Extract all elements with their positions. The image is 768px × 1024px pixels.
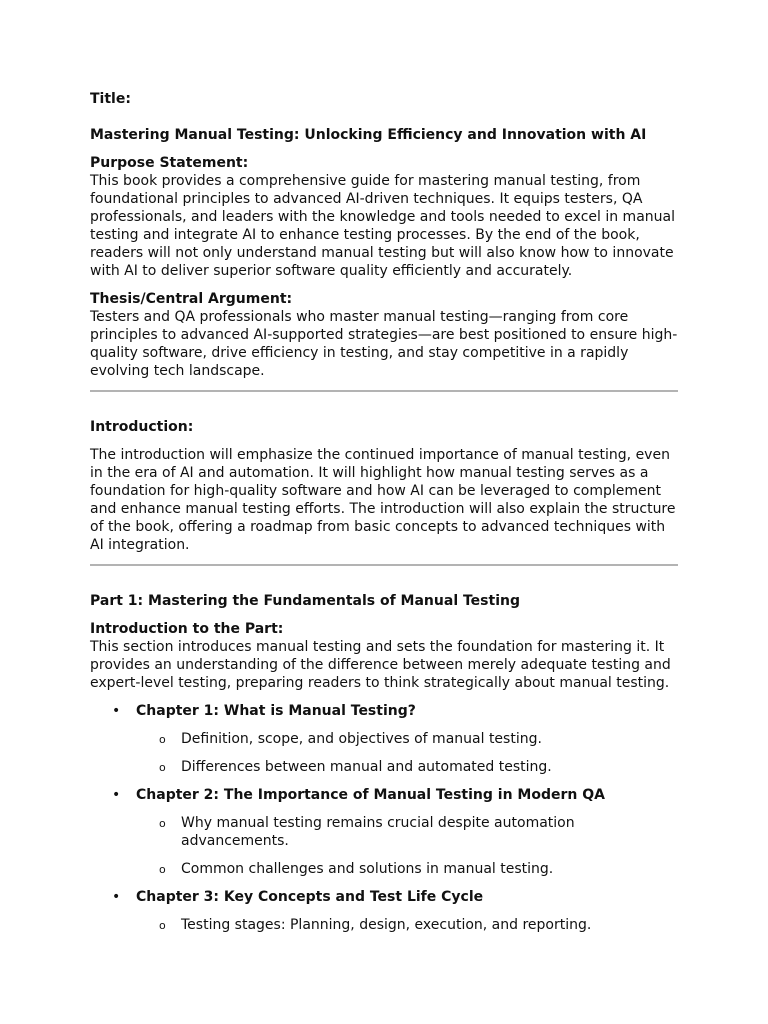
chapter-title: Chapter 1: What is Manual Testing? (136, 703, 416, 719)
subitem (136, 860, 680, 878)
chapter-subitems (136, 730, 680, 776)
circle-bullet-icon: o (159, 817, 166, 830)
section-divider (90, 564, 678, 566)
purpose-heading: Purpose Statement: (90, 155, 249, 171)
thesis-text: Testers and QA professionals who master manual testing—ranging from core principles to advanced AI-supported strategies—are best positioned to ensure high-quality software, drive efficiency in testing, and stay competitive in a rapidly evolving tech landscape. (90, 309, 678, 379)
subitem-text: Common challenges and solutions in manual testing. (181, 861, 554, 877)
subitem (136, 730, 680, 748)
circle-bullet-icon: o (159, 863, 166, 876)
subitem-text: Differences between manual and automated testing. (181, 759, 552, 775)
thesis-heading: Thesis/Central Argument: (90, 291, 293, 307)
circle-bullet-icon: o (159, 919, 166, 932)
chapter-title: Chapter 3: Key Concepts and Test Life Cycle (136, 889, 484, 905)
document-content (90, 90, 680, 934)
bullet-icon: • (112, 889, 121, 905)
subitem (136, 758, 680, 776)
bullet-icon: • (112, 703, 121, 719)
chapter-item (90, 702, 680, 776)
subitem (136, 814, 680, 850)
circle-bullet-icon: o (159, 733, 166, 746)
subitem-text: Definition, scope, and objectives of manual testing. (181, 731, 542, 747)
chapter-title: Chapter 2: The Importance of Manual Testing in Modern QA (136, 787, 605, 803)
section-divider (90, 390, 678, 392)
chapter-subitems (136, 814, 680, 878)
subitem (136, 916, 680, 934)
introduction-text: The introduction will emphasize the continued importance of manual testing, even in the era of AI and automation. It will highlight how manual testing serves as a foundation for high-quality software and how AI can be leveraged to complement and enhance manual testing efforts. The introduction will also explain the structure of the book, offering a roadmap from basic concepts to advanced techniques with AI integration. (90, 447, 676, 553)
chapter-item (90, 888, 680, 934)
title-label: Title: (90, 91, 131, 107)
chapter-list (90, 702, 680, 934)
subitem-text: Why manual testing remains crucial despite automation advancements. (181, 815, 575, 849)
chapter-item (90, 786, 680, 878)
book-title: Mastering Manual Testing: Unlocking Efficiency and Innovation with AI (90, 127, 647, 143)
part1-intro-text: This section introduces manual testing and sets the foundation for mastering it. It provides an understanding of the difference between merely adequate testing and expert-level testing, preparing readers to think strategically about manual testing. (90, 639, 671, 691)
circle-bullet-icon: o (159, 761, 166, 774)
chapter-subitems (136, 916, 680, 934)
subitem-text: Testing stages: Planning, design, execution, and reporting. (181, 917, 592, 933)
part1-intro-heading: Introduction to the Part: (90, 621, 284, 637)
part1-heading: Part 1: Mastering the Fundamentals of Manual Testing (90, 593, 520, 609)
bullet-icon: • (112, 787, 121, 803)
purpose-text: This book provides a comprehensive guide for mastering manual testing, from foundational principles to advanced AI-driven techniques. It equips testers, QA professionals, and leaders with the knowledge and tools needed to excel in manual testing and integrate AI to enhance testing processes. By the end of the book, readers will not only understand manual testing but will also know how to innovate with AI to deliver superior software quality efficiently and accurately. (90, 173, 675, 279)
introduction-heading: Introduction: (90, 419, 194, 435)
